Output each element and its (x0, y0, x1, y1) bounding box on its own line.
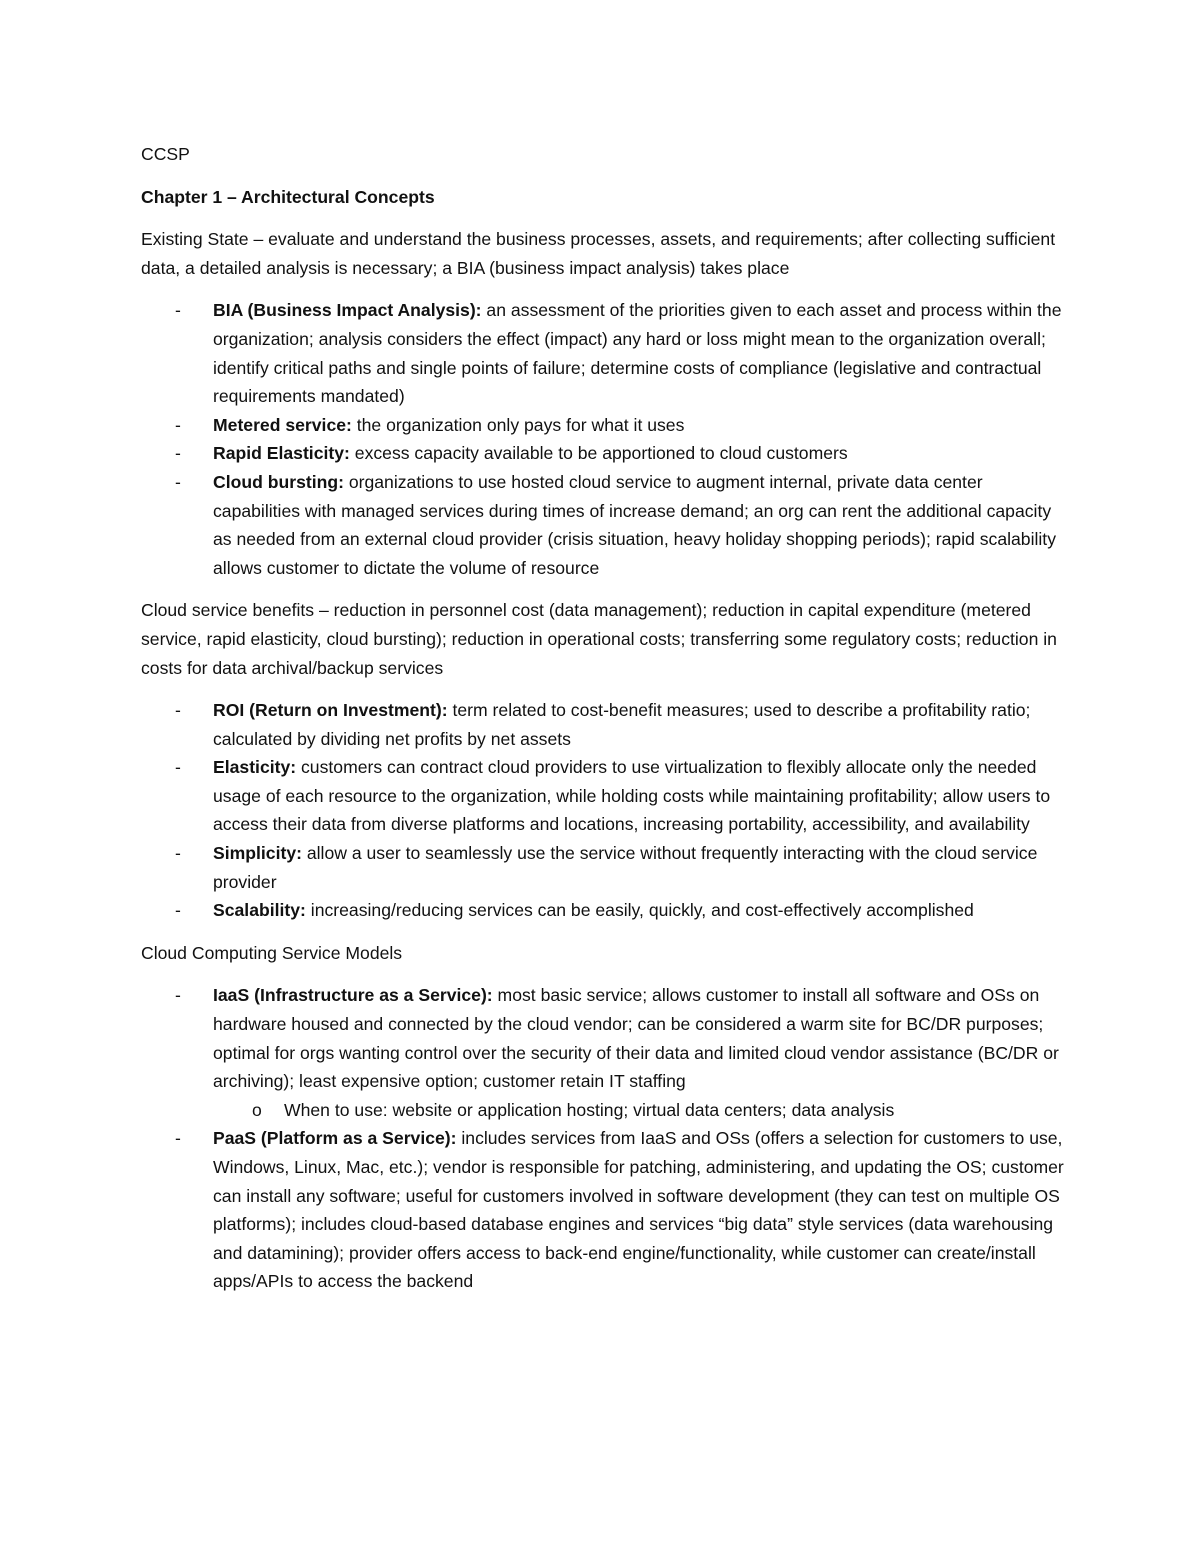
term-label: Scalability: (213, 900, 306, 921)
list-item-iaas (141, 981, 1066, 1124)
list-item-bia (141, 296, 1066, 410)
service-models-heading: Cloud Computing Service Models (141, 942, 403, 963)
document-page (141, 140, 1066, 1310)
term-label: Simplicity: (213, 843, 302, 864)
term-description: most basic service; allows customer to install all software and OSs on hardware housed and connected by the cloud vendor; can be considered a warm site for BC/DR purposes; optimal for orgs wanting control over the security of their data and limited cloud vendor assistance (BC/DR or archiving); least expensive option; customer retain IT staffing (213, 985, 1059, 1092)
iaas-sublist (213, 1096, 1066, 1125)
list-item-paas (141, 1124, 1066, 1296)
chapter-heading: Chapter 1 – Architectural Concepts (141, 186, 435, 207)
term-label: Cloud bursting: (213, 471, 344, 492)
circle-bullet: o (252, 1099, 262, 1120)
list-item-cloud-bursting (141, 468, 1066, 582)
term-label: Metered service: (213, 414, 352, 435)
dash-bullet: - (175, 471, 181, 492)
list-item-roi (141, 696, 1066, 753)
term-label: PaaS (Platform as a Service): (213, 1128, 457, 1149)
sub-list-item-when-to-use (213, 1096, 1066, 1125)
list-item-rapid-elasticity (141, 439, 1066, 468)
dash-bullet: - (175, 443, 181, 464)
list-item-simplicity (141, 839, 1066, 896)
term-description: customers can contract cloud providers to use virtualization to flexibly allocate only the needed usage of each resource to the organization, while holding costs while maintaining profitability; allow users to access their data from diverse platforms and locations, increasing portability, accessibility, and availability (213, 757, 1051, 835)
dash-bullet: - (175, 900, 181, 921)
existing-state-list (141, 296, 1066, 582)
dash-bullet: - (175, 700, 181, 721)
list-item-metered-service (141, 411, 1066, 440)
sub-item-text: When to use: website or application hosting; virtual data centers; data analysis (284, 1099, 895, 1120)
dash-bullet: - (175, 300, 181, 321)
service-models-list (141, 981, 1066, 1296)
term-description: increasing/reducing services can be easily, quickly, and cost-effectively accomplished (305, 900, 974, 921)
term-description: excess capacity available to be apportioned to cloud customers (349, 443, 848, 464)
cloud-benefits-list (141, 696, 1066, 925)
term-description: term related to cost-benefit measures; used to describe a profitability ratio; calculated by dividing net profits by net assets (213, 700, 1031, 749)
dash-bullet: - (175, 843, 181, 864)
dash-bullet: - (175, 1128, 181, 1149)
term-label: ROI (Return on Investment): (213, 700, 448, 721)
list-item-scalability (141, 896, 1066, 925)
term-description: an assessment of the priorities given to each asset and process within the organization; analysis considers the effect (impact) any hard or loss might mean to the organization overall; identify critical paths and single points of failure; determine costs of compliance (legislative and contractual requirements mandated) (213, 300, 1062, 407)
cloud-benefits-paragraph: Cloud service benefits – reduction in personnel cost (data management); reduction in capital expenditure (metered service, rapid elasticity, cloud bursting); reduction in operational costs; transferring some regulatory costs; reduction in costs for data archival/backup services (141, 600, 1057, 678)
term-label: IaaS (Infrastructure as a Service): (213, 985, 493, 1006)
term-label: BIA (Business Impact Analysis): (213, 300, 482, 321)
term-description: allow a user to seamlessly use the service without frequently interacting with the cloud service provider (213, 843, 1038, 892)
existing-state-paragraph: Existing State – evaluate and understand the business processes, assets, and requirements; after collecting sufficient data, a detailed analysis is necessary; a BIA (business impact analysis) takes place (141, 229, 1056, 278)
term-label: Elasticity: (213, 757, 297, 778)
dash-bullet: - (175, 985, 181, 1006)
term-label: Rapid Elasticity: (213, 443, 350, 464)
dash-bullet: - (175, 757, 181, 778)
term-description: organizations to use hosted cloud service to augment internal, private data center capabilities with managed services during times of increase demand; an org can rent the additional capacity as needed from an external cloud provider (crisis situation, heavy holiday shopping periods); rapid scalability allows customer to dictate the volume of resource (213, 471, 1056, 578)
term-description: the organization only pays for what it uses (351, 414, 685, 435)
document-title: CCSP (141, 144, 190, 164)
list-item-elasticity (141, 753, 1066, 839)
dash-bullet: - (175, 414, 181, 435)
term-description: includes services from IaaS and OSs (offers a selection for customers to use, Windows, Linux, Mac, etc.); vendor is responsible for patching, administering, and updating the OS; customer can install any software; useful for customers involved in software development (they can test on multiple OS platforms); includes cloud-based database engines and services “big data” style services (data warehousing and datamining); provider offers access to back-end engine/functionality, while customer can create/install apps/APIs to access the backend (213, 1128, 1064, 1292)
